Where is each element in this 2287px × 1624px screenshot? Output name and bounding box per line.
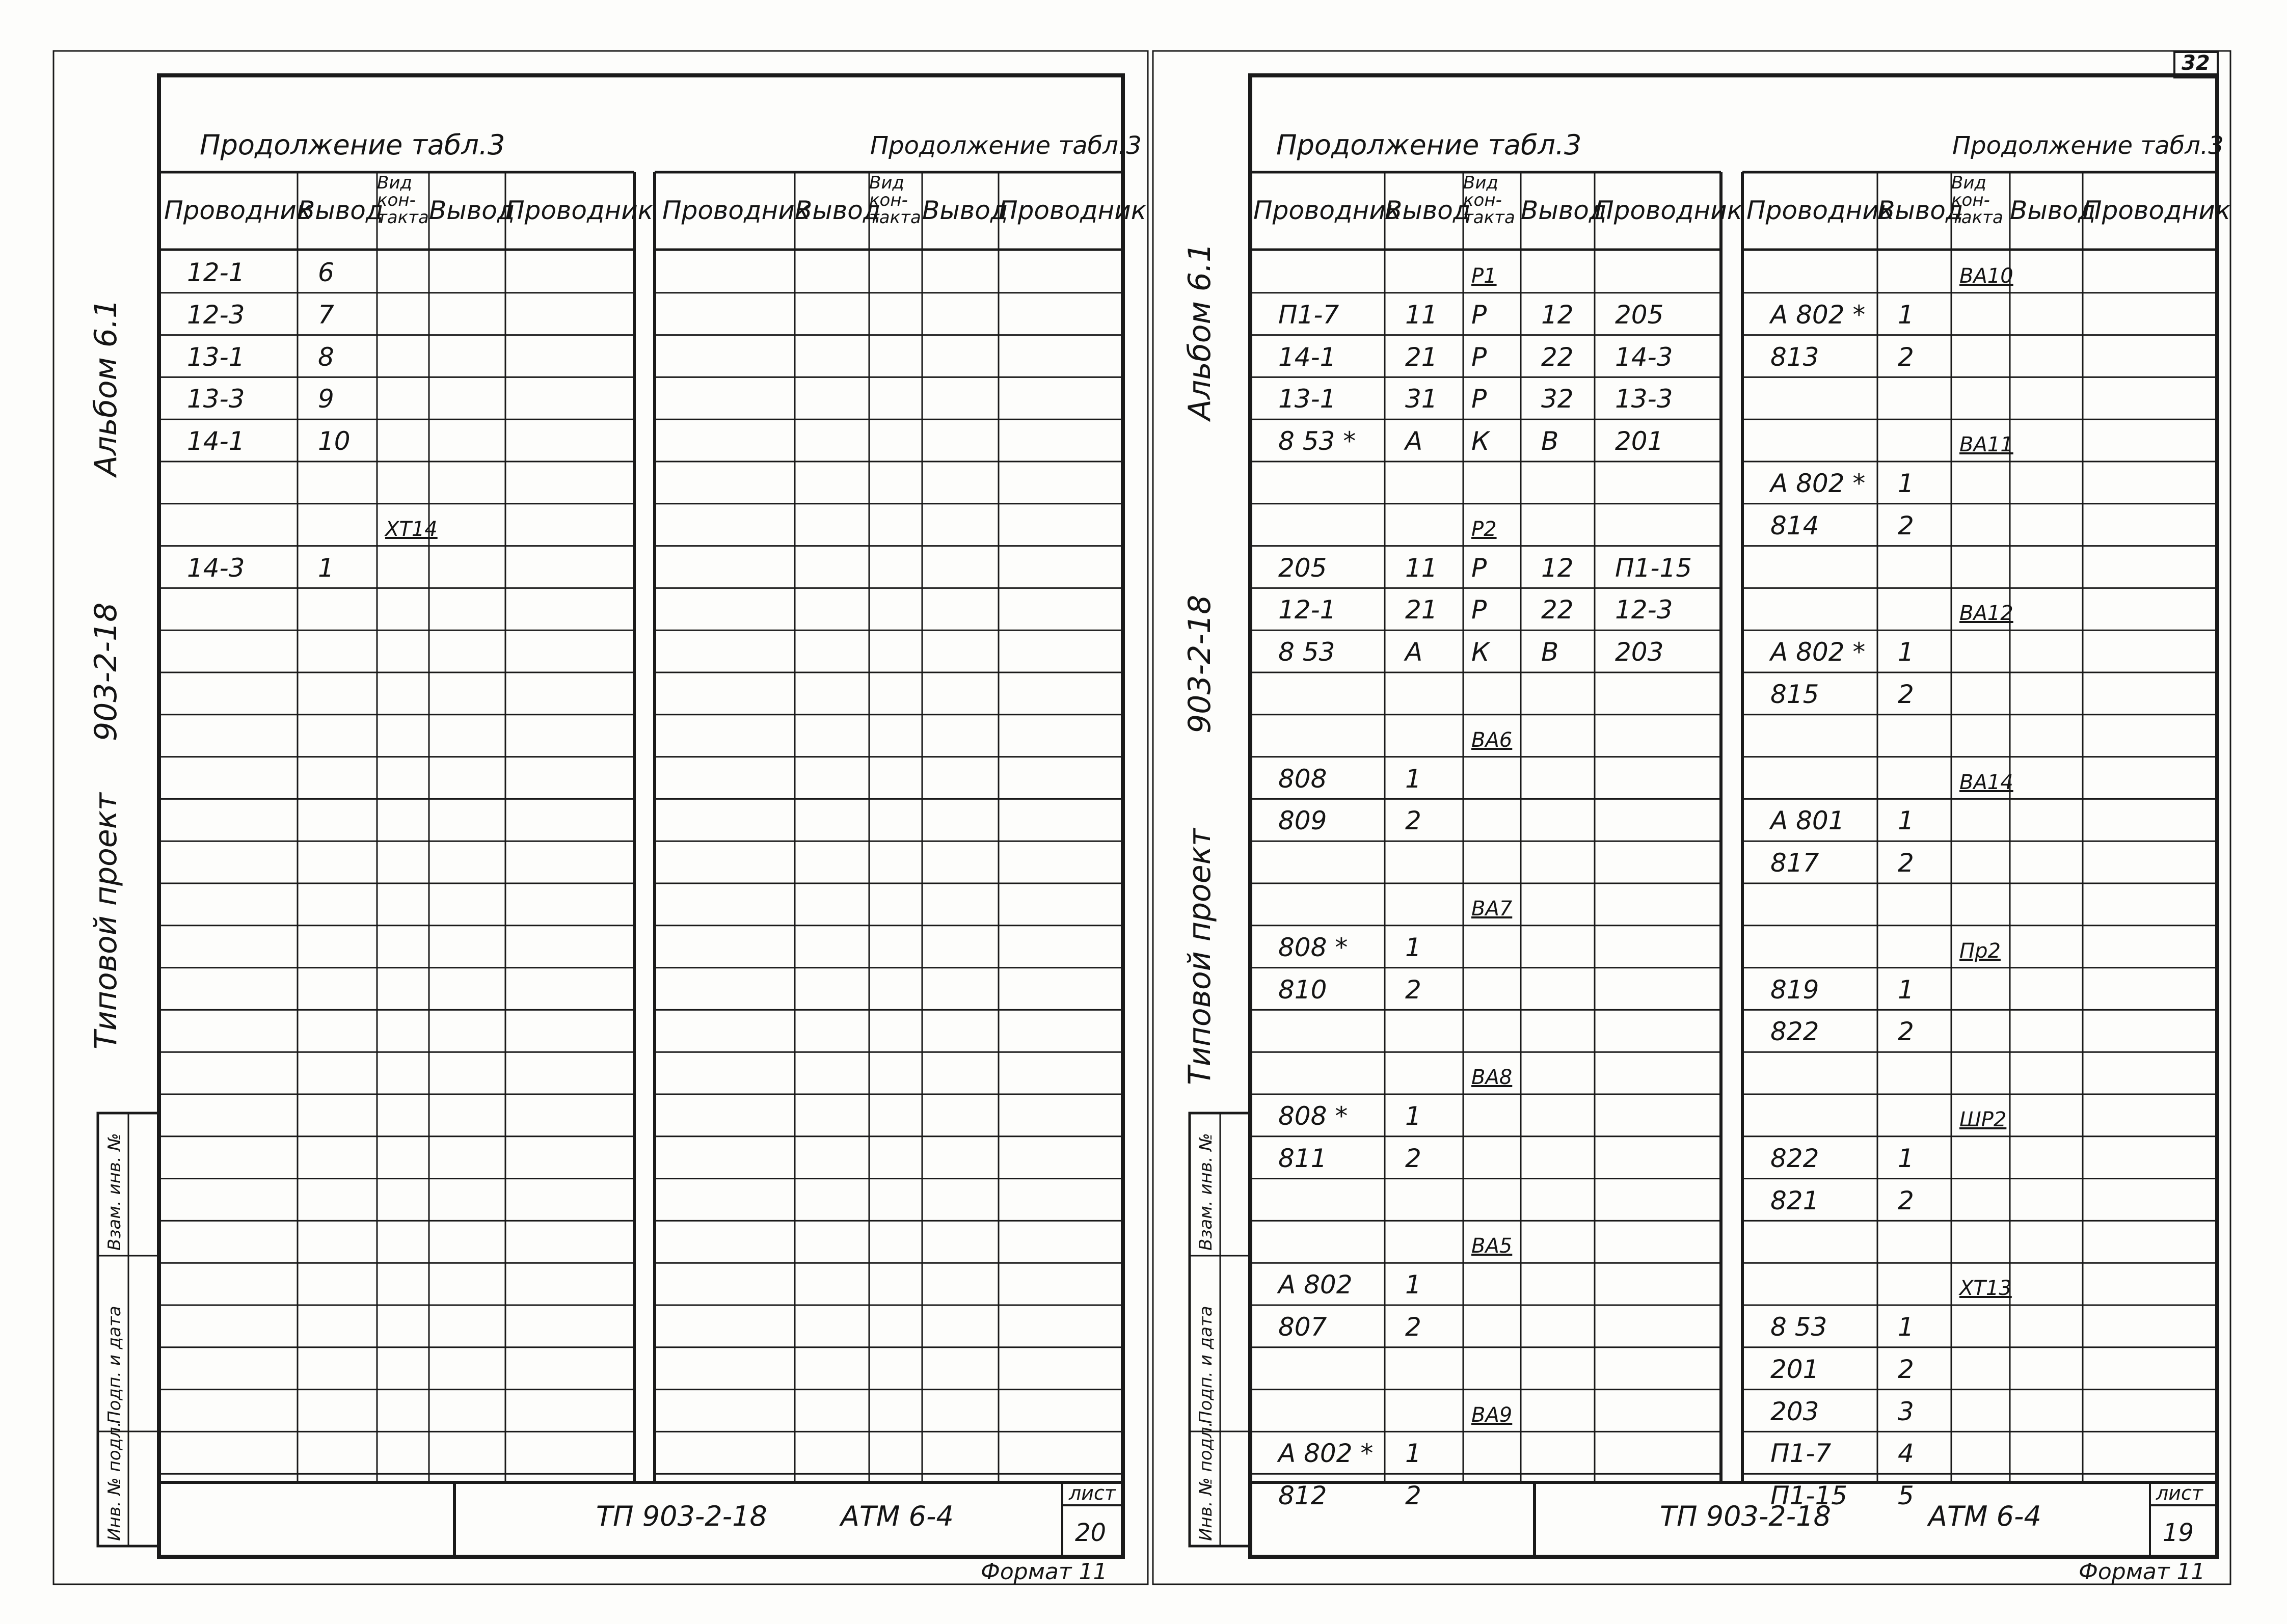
right-caption-table-a: Продолжение табл.3 (1276, 129, 1582, 161)
cell-right-a-r1-c3: 12 (1541, 300, 1574, 330)
left-title-doc: ТП 903-2-18 (596, 1500, 767, 1532)
cell-right-a-r9-c0: 8 53 (1278, 637, 1335, 667)
cell-right-b-r14-c0: 817 (1770, 848, 1819, 878)
right-b-header-contact-type: Вид кон- такта (1951, 173, 2003, 228)
cell-right-b-r21-c1: 1 (1898, 1143, 1914, 1173)
cell-right-b-r10-c1: 2 (1898, 680, 1914, 709)
cell-right-b-r1-c0: А 802 * (1770, 300, 1866, 330)
cell-right-b-r9-c1: 1 (1898, 637, 1914, 667)
cell-right-a-r9-c2: К (1471, 637, 1490, 667)
cell-right-a-r2-c0: 14-1 (1278, 342, 1336, 372)
cell-left-a-r2-c1: 8 (318, 342, 334, 372)
cell-right-a-r19-c2: ВА8 (1471, 1066, 1513, 1090)
cell-right-b-r1-c1: 1 (1898, 300, 1914, 330)
right-title-doc: ТП 903-2-18 (1660, 1500, 1831, 1532)
right-side-code: 903-2-18 (1182, 594, 1218, 734)
cell-right-a-r8-c2: Р (1471, 595, 1487, 625)
cell-right-b-r20-c2: ШР2 (1959, 1108, 2007, 1131)
cell-right-b-r21-c0: 822 (1770, 1143, 1819, 1173)
cell-right-a-r8-c1: 21 (1405, 595, 1438, 625)
left-b-header-conductor-1: Проводник (662, 196, 810, 225)
left-sheet-number: 20 (1075, 1519, 1107, 1547)
cell-right-a-r7-c4: П1-15 (1615, 553, 1692, 583)
cell-right-b-r0-c2: ВА10 (1959, 264, 2013, 288)
right-b-header-conductor-2: Проводник (2083, 196, 2230, 225)
right-stamp-label-2: Подп. и дата (1196, 1306, 1216, 1424)
cell-right-a-r29-c0: 812 (1278, 1481, 1327, 1511)
left-stamp-label-3: Инв. № подл. (104, 1421, 125, 1541)
cell-right-b-r13-c1: 1 (1898, 806, 1914, 836)
corner-sheet-number: 32 (2182, 51, 2210, 75)
cell-right-a-r1-c0: П1-7 (1278, 300, 1339, 330)
right-a-header-conductor-1: Проводник (1253, 196, 1401, 225)
cell-right-a-r3-c0: 13-1 (1278, 384, 1336, 414)
cell-right-b-r25-c1: 1 (1898, 1312, 1914, 1342)
cell-right-a-r17-c0: 810 (1278, 975, 1327, 1005)
cell-right-a-r20-c0: 808 * (1278, 1101, 1348, 1131)
cell-right-a-r16-c1: 1 (1405, 932, 1421, 962)
cell-right-a-r25-c0: 807 (1278, 1312, 1327, 1342)
cell-right-b-r27-c1: 3 (1898, 1396, 1914, 1426)
cell-right-b-r18-c1: 2 (1898, 1017, 1914, 1047)
cell-right-b-r26-c1: 2 (1898, 1354, 1914, 1384)
right-side-album: Альбом 6.1 (1182, 242, 1218, 420)
right-b-header-terminal-1: Вывод (1877, 196, 1963, 225)
right-a-header-terminal-2: Вывод (1521, 196, 1607, 225)
cell-right-a-r3-c1: 31 (1405, 384, 1438, 414)
left-format-label: Формат 11 (981, 1559, 1108, 1585)
left-side-code: 903-2-18 (88, 602, 124, 741)
cell-right-a-r2-c2: Р (1471, 342, 1487, 372)
cell-right-a-r4-c0: 8 53 * (1278, 426, 1356, 456)
cell-right-a-r13-c0: 809 (1278, 806, 1327, 836)
right-a-header-conductor-2: Проводник (1595, 196, 1742, 225)
cell-left-a-r6-c2: ХТ14 (385, 517, 438, 541)
left-a-header-terminal-1: Вывод (298, 196, 384, 225)
cell-left-a-r3-c1: 9 (318, 384, 334, 414)
right-sheet-number: 19 (2163, 1519, 2194, 1547)
right-sheet-label: лист (2156, 1482, 2203, 1504)
right-sheet-frame (1250, 75, 2217, 1557)
cell-right-a-r4-c3: В (1541, 426, 1559, 456)
cell-left-a-r0-c1: 6 (318, 258, 334, 287)
cell-right-a-r7-c0: 205 (1278, 553, 1327, 583)
right-stamp-label-3: Инв. № подл. (1196, 1421, 1216, 1541)
right-title-code: АТМ 6-4 (1928, 1500, 2041, 1532)
cell-right-a-r12-c0: 808 (1278, 764, 1327, 794)
left-b-header-conductor-2: Проводник (999, 196, 1146, 225)
left-side-project: Типовой проект (88, 793, 124, 1049)
left-sheet-label: лист (1069, 1482, 1116, 1504)
cell-right-a-r9-c3: В (1541, 637, 1559, 667)
cell-right-a-r13-c1: 2 (1405, 806, 1421, 836)
cell-right-b-r29-c0: П1-15 (1770, 1481, 1848, 1511)
right-b-header-conductor-1: Проводник (1746, 196, 1894, 225)
cell-right-b-r13-c0: А 801 (1770, 806, 1845, 836)
cell-right-b-r22-c0: 821 (1770, 1185, 1819, 1215)
cell-left-a-r2-c0: 13-1 (187, 342, 245, 372)
cell-left-a-r1-c1: 7 (318, 300, 334, 330)
cell-right-a-r11-c2: ВА6 (1471, 728, 1513, 752)
cell-right-b-r27-c0: 203 (1770, 1396, 1819, 1426)
cell-right-a-r16-c0: 808 * (1278, 932, 1348, 962)
cell-left-a-r1-c0: 12-3 (187, 300, 245, 330)
cell-right-a-r29-c1: 2 (1405, 1481, 1421, 1511)
right-stamp-label-1: Взам. инв. № (1196, 1133, 1216, 1251)
right-a-header-terminal-1: Вывод (1385, 196, 1471, 225)
cell-right-a-r4-c1: А (1405, 426, 1423, 456)
cell-right-b-r25-c0: 8 53 (1770, 1312, 1827, 1342)
cell-right-a-r20-c1: 1 (1405, 1101, 1421, 1131)
cell-left-a-r3-c0: 13-3 (187, 384, 245, 414)
left-a-header-terminal-2: Вывод (429, 196, 515, 225)
cell-right-a-r28-c1: 1 (1405, 1439, 1421, 1469)
cell-right-b-r5-c1: 1 (1898, 469, 1914, 498)
left-a-header-contact-type: Вид кон- такта (377, 173, 429, 228)
cell-right-a-r17-c1: 2 (1405, 975, 1421, 1005)
cell-right-a-r28-c0: А 802 * (1278, 1439, 1374, 1469)
cell-right-a-r2-c3: 22 (1541, 342, 1574, 372)
cell-right-b-r16-c2: Пр2 (1959, 939, 2001, 963)
left-a-header-conductor-2: Проводник (505, 196, 653, 225)
cell-right-b-r17-c1: 1 (1898, 975, 1914, 1005)
left-stamp-label-1: Взам. инв. № (104, 1133, 125, 1251)
cell-right-a-r1-c4: 205 (1615, 300, 1664, 330)
cell-right-b-r29-c1: 5 (1898, 1481, 1914, 1511)
right-a-header-contact-type: Вид кон- такта (1463, 173, 1515, 228)
cell-right-a-r9-c4: 203 (1615, 637, 1664, 667)
cell-right-a-r8-c3: 22 (1541, 595, 1574, 625)
cell-right-a-r1-c2: Р (1471, 300, 1487, 330)
cell-right-b-r14-c1: 2 (1898, 848, 1914, 878)
cell-right-b-r26-c0: 201 (1770, 1354, 1819, 1384)
cell-right-a-r3-c3: 32 (1541, 384, 1574, 414)
cell-right-a-r3-c2: Р (1471, 384, 1487, 414)
cell-right-a-r9-c1: А (1405, 637, 1423, 667)
cell-right-a-r2-c4: 14-3 (1615, 342, 1673, 372)
cell-left-a-r7-c1: 1 (318, 553, 334, 583)
cell-left-a-r7-c0: 14-3 (187, 553, 245, 583)
left-a-header-conductor-1: Проводник (164, 196, 312, 225)
cell-right-b-r22-c1: 2 (1898, 1185, 1914, 1215)
cell-right-b-r28-c1: 4 (1898, 1439, 1914, 1469)
cell-right-b-r4-c2: ВА11 (1959, 433, 2013, 457)
cell-right-a-r0-c2: Р1 (1471, 264, 1497, 288)
right-format-label: Формат 11 (2079, 1559, 2205, 1585)
right-caption-table-b: Продолжение табл.3 (1952, 131, 2224, 160)
cell-right-b-r12-c2: ВА14 (1959, 770, 2013, 794)
left-stamp-label-2: Подп. и дата (104, 1306, 125, 1424)
cell-right-a-r4-c2: К (1471, 426, 1490, 456)
cell-right-a-r8-c0: 12-1 (1278, 595, 1336, 625)
cell-right-a-r12-c1: 1 (1405, 764, 1421, 794)
cell-right-a-r21-c0: 811 (1278, 1143, 1327, 1173)
left-caption-table-b: Продолжение табл.3 (870, 131, 1142, 160)
cell-right-a-r7-c2: Р (1471, 553, 1487, 583)
cell-right-b-r10-c0: 815 (1770, 680, 1819, 709)
right-side-project: Типовой проект (1182, 828, 1218, 1085)
cell-right-b-r5-c0: А 802 * (1770, 469, 1866, 498)
cell-left-a-r0-c0: 12-1 (187, 258, 245, 287)
left-b-header-terminal-1: Вывод (795, 196, 881, 225)
cell-right-b-r8-c2: ВА12 (1959, 602, 2013, 626)
cell-right-a-r1-c1: 11 (1405, 300, 1438, 330)
left-b-header-contact-type: Вид кон- такта (869, 173, 921, 228)
right-b-header-terminal-2: Вывод (2010, 196, 2096, 225)
cell-right-b-r24-c2: ХТ13 (1959, 1277, 2012, 1301)
cell-right-b-r2-c0: 813 (1770, 342, 1819, 372)
cell-right-a-r24-c0: А 802 (1278, 1270, 1353, 1300)
cell-right-b-r18-c0: 822 (1770, 1017, 1819, 1047)
cell-right-b-r9-c0: А 802 * (1770, 637, 1866, 667)
cell-right-a-r23-c2: ВА5 (1471, 1234, 1513, 1258)
left-b-header-terminal-2: Вывод (922, 196, 1008, 225)
cell-right-a-r4-c4: 201 (1615, 426, 1664, 456)
cell-right-b-r6-c0: 814 (1770, 510, 1819, 540)
cell-right-a-r27-c2: ВА9 (1471, 1403, 1513, 1427)
cell-right-a-r24-c1: 1 (1405, 1270, 1421, 1300)
cell-right-a-r7-c3: 12 (1541, 553, 1574, 583)
left-side-album: Альбом 6.1 (88, 299, 124, 476)
cell-right-a-r2-c1: 21 (1405, 342, 1438, 372)
cell-left-a-r4-c0: 14-1 (187, 426, 245, 456)
cell-right-b-r17-c0: 819 (1770, 975, 1819, 1005)
left-title-code: АТМ 6-4 (841, 1500, 954, 1532)
cell-right-a-r3-c4: 13-3 (1615, 384, 1673, 414)
cell-right-b-r28-c0: П1-7 (1770, 1439, 1832, 1469)
cell-right-a-r7-c1: 11 (1405, 553, 1438, 583)
cell-left-a-r4-c1: 10 (318, 426, 351, 456)
left-caption-table-a: Продолжение табл.3 (200, 129, 505, 161)
cell-right-a-r21-c1: 2 (1405, 1143, 1421, 1173)
cell-right-a-r6-c2: Р2 (1471, 517, 1497, 541)
left-sheet-frame (159, 75, 1123, 1557)
cell-right-a-r25-c1: 2 (1405, 1312, 1421, 1342)
cell-right-b-r6-c1: 2 (1898, 510, 1914, 540)
cell-right-a-r15-c2: ВА7 (1471, 897, 1513, 921)
cell-right-a-r8-c4: 12-3 (1615, 595, 1673, 625)
cell-right-b-r2-c1: 2 (1898, 342, 1914, 372)
